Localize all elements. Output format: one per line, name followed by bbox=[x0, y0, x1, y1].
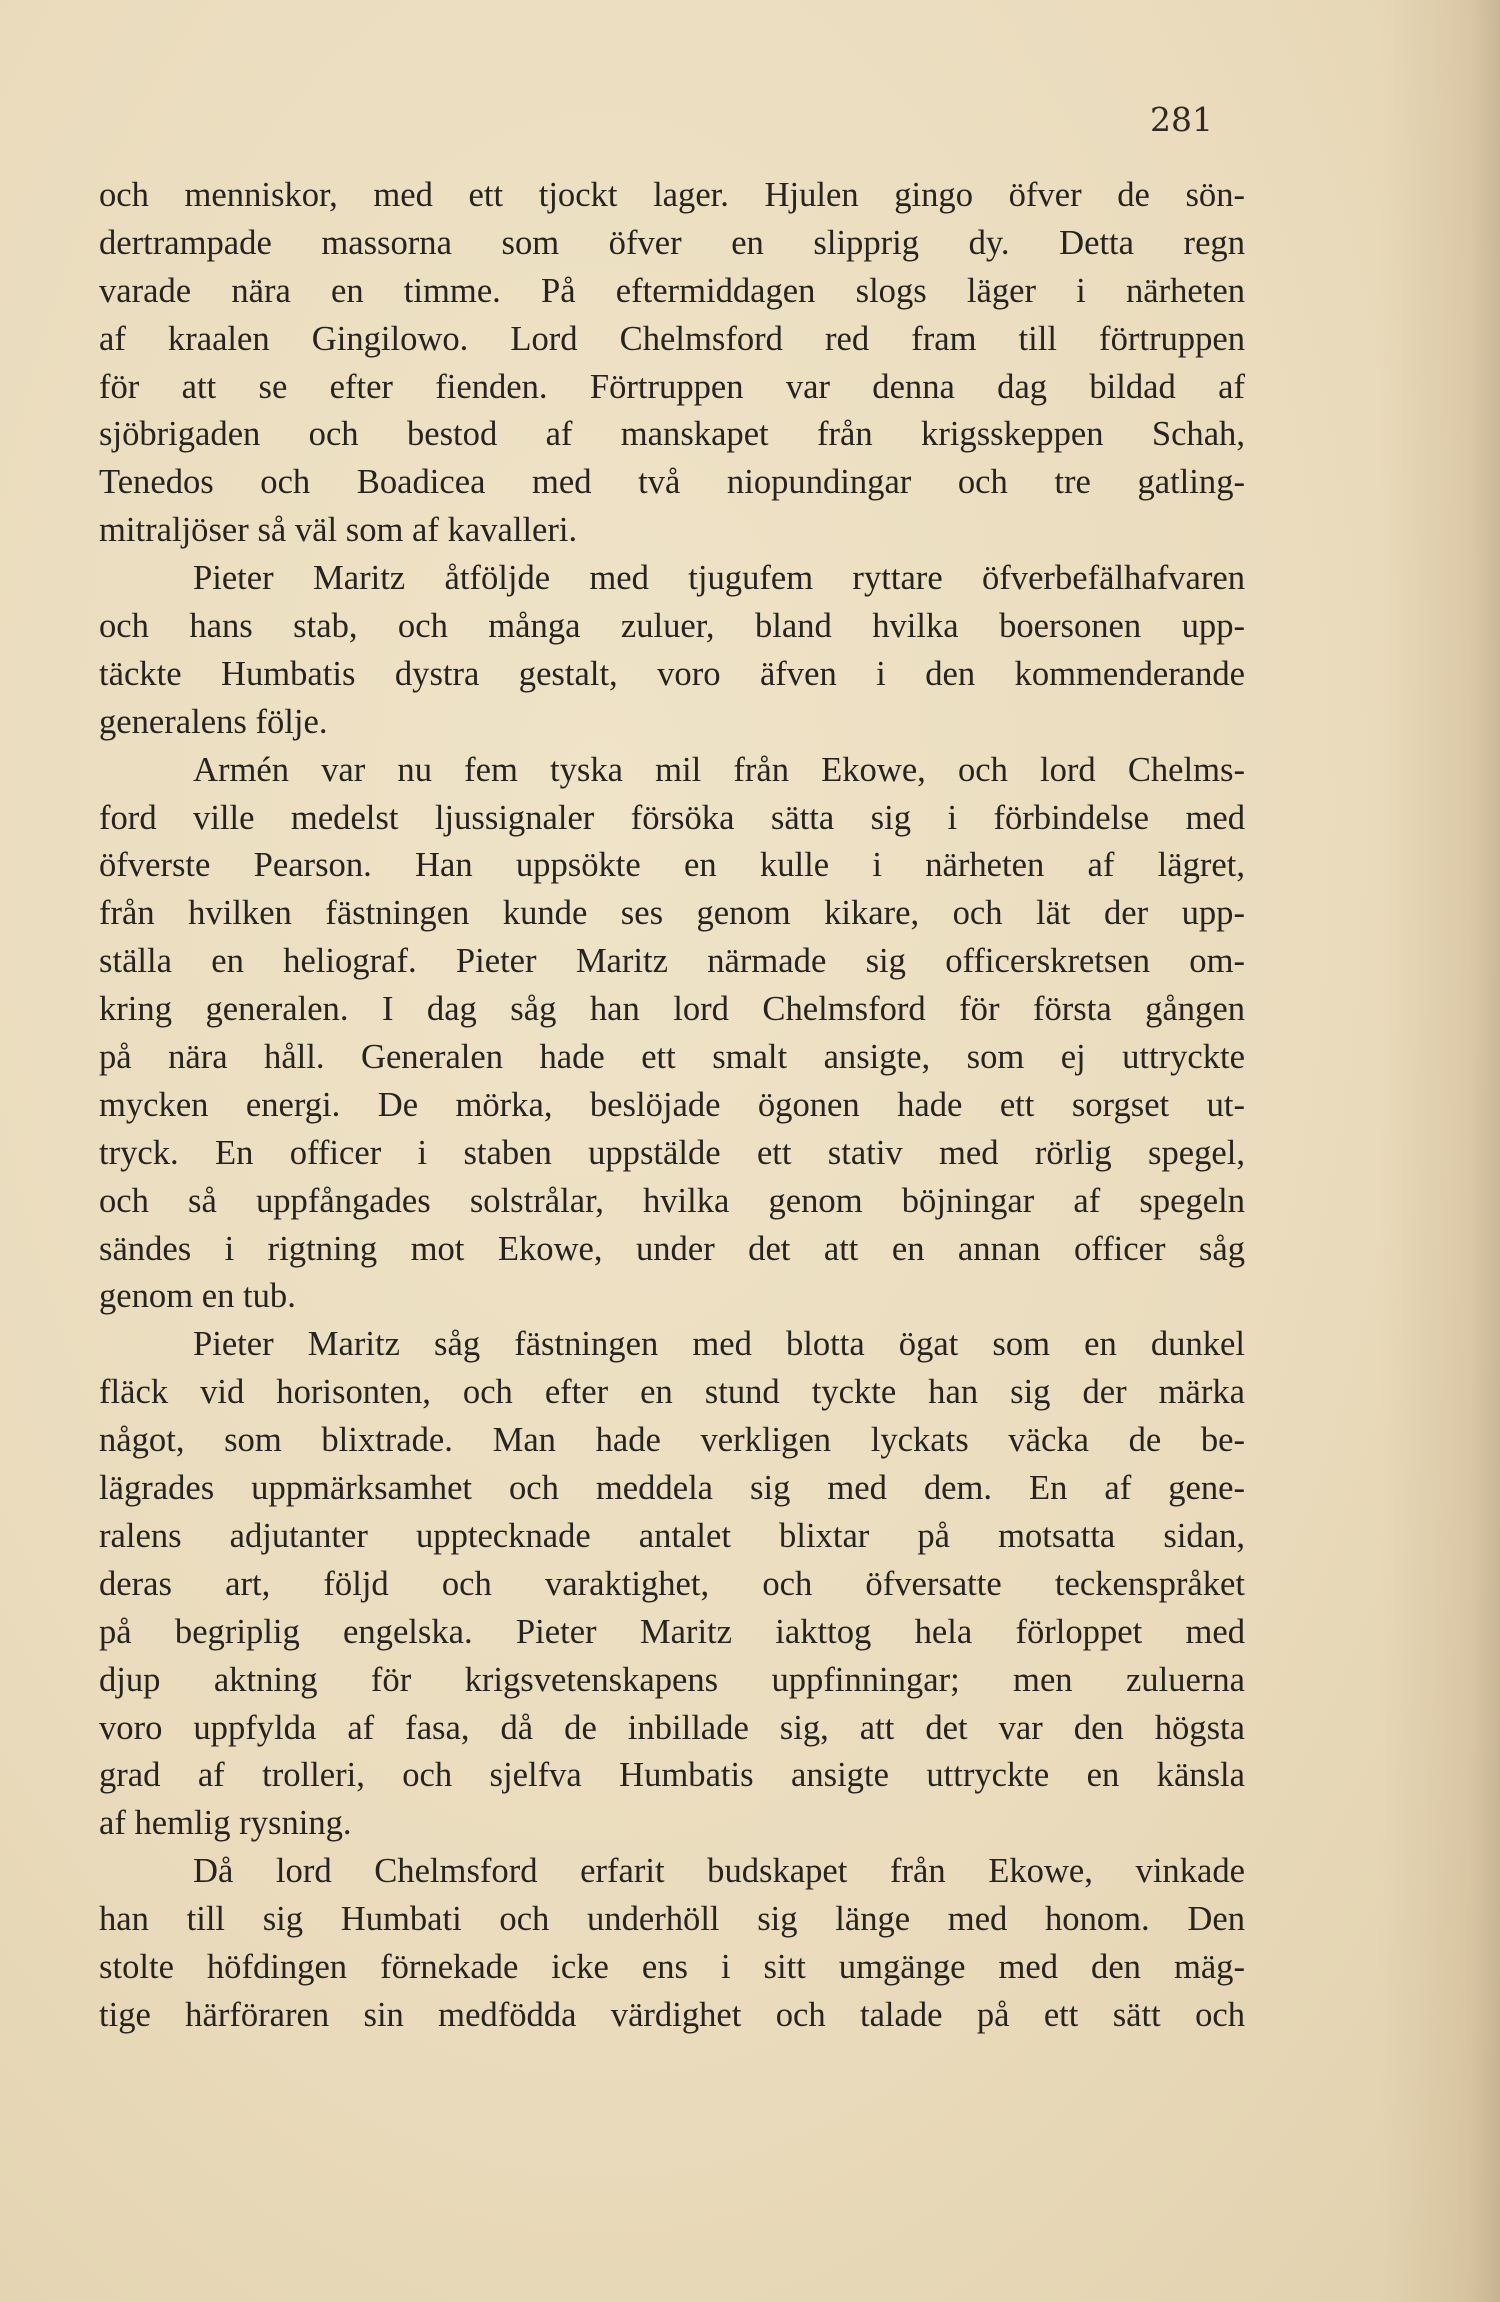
text-line: och menniskor, med ett tjockt lager. Hjulen gingo öfver de sön- bbox=[99, 176, 1245, 214]
text-line: och så uppfångades solstrålar, hvilka genom böjningar af spegeln bbox=[99, 1181, 1245, 1220]
text-line: genom en tub. bbox=[99, 1277, 296, 1316]
text-line: täckte Humbatis dystra gestalt, voro äfven i den kommenderande bbox=[99, 654, 1245, 693]
text-line: stolte höfdingen förnekade icke ens i sitt umgänge med den mäg- bbox=[99, 1947, 1245, 1986]
text-line: ford ville medelst ljussignaler försöka sätta sig i förbindelse med bbox=[99, 798, 1245, 837]
text-line: varade nära en timme. På eftermiddagen slogs läger i närheten bbox=[99, 271, 1245, 310]
text-line: han till sig Humbati och underhöll sig länge med honom. Den bbox=[99, 1900, 1245, 1939]
text-line: af hemlig rysning. bbox=[99, 1804, 352, 1843]
paragraph bbox=[99, 747, 1245, 1322]
paragraph bbox=[99, 172, 1245, 555]
text-line: på begriplig engelska. Pieter Maritz iakttog hela förloppet med bbox=[99, 1612, 1245, 1651]
text-line: för att se efter fienden. Förtruppen var denna dag bildad af bbox=[99, 367, 1245, 406]
text-line: Tenedos och Boadicea med två niopundingar och tre gatling- bbox=[99, 463, 1245, 502]
text-line: fläck vid horisonten, och efter en stund tyckte han sig der märka bbox=[99, 1373, 1245, 1412]
text-line: från hvilken fästningen kunde ses genom kikare, och lät der upp- bbox=[99, 894, 1245, 933]
text-line: kring generalen. I dag såg han lord Chelmsford för första gången bbox=[99, 990, 1245, 1029]
text-line: Pieter Maritz såg fästningen med blotta ögat som en dunkel bbox=[193, 1325, 1245, 1364]
page-number: 281 bbox=[1150, 100, 1213, 139]
text-line: ralens adjutanter upptecknade antalet blixtar på motsatta sidan, bbox=[99, 1516, 1245, 1555]
text-line: sändes i rigtning mot Ekowe, under det att en annan officer såg bbox=[99, 1229, 1245, 1268]
text-line: på nära håll. Generalen hade ett smalt ansigte, som ej uttryckte bbox=[99, 1038, 1245, 1077]
text-line: och hans stab, och många zuluer, bland hvilka boersonen upp- bbox=[99, 607, 1245, 646]
text-line: Armén var nu fem tyska mil från Ekowe, och lord Chelms- bbox=[193, 750, 1245, 789]
text-line: generalens följe. bbox=[99, 702, 328, 741]
text-line: af kraalen Gingilowo. Lord Chelmsford red fram till förtruppen bbox=[99, 319, 1245, 358]
text-line: tige härföraren sin medfödda värdighet och talade på ett sätt och bbox=[99, 1995, 1245, 2034]
text-line: lägrades uppmärksamhet och meddela sig med dem. En af gene- bbox=[99, 1469, 1245, 1508]
text-line: dertrampade massorna som öfver en slipprig dy. Detta regn bbox=[99, 223, 1245, 262]
text-line: mitraljöser så väl som af kavalleri. bbox=[99, 511, 578, 550]
text-line: deras art, följd och varaktighet, och öfversatte teckenspråket bbox=[99, 1564, 1245, 1603]
text-line: öfverste Pearson. Han uppsökte en kulle i närheten af lägret, bbox=[99, 846, 1245, 885]
paragraph bbox=[99, 1848, 1245, 2040]
paragraph bbox=[99, 1321, 1245, 1848]
body-text bbox=[99, 172, 1245, 2040]
text-line: tryck. En officer i staben uppstälde ett stativ med rörlig spegel, bbox=[99, 1133, 1245, 1172]
text-line: djup aktning för krigsvetenskapens uppfinningar; men zuluerna bbox=[99, 1660, 1245, 1699]
paragraph bbox=[99, 555, 1245, 747]
text-line: Pieter Maritz åtföljde med tjugufem ryttare öfverbefälhafvaren bbox=[193, 559, 1245, 598]
text-line: ställa en heliograf. Pieter Maritz närmade sig officerskretsen om- bbox=[99, 942, 1245, 981]
text-line: mycken energi. De mörka, beslöjade ögonen hade ett sorgset ut- bbox=[99, 1085, 1245, 1124]
text-line: grad af trolleri, och sjelfva Humbatis ansigte uttryckte en känsla bbox=[99, 1756, 1245, 1795]
text-line: sjöbrigaden och bestod af manskapet från krigsskeppen Schah, bbox=[99, 415, 1245, 454]
text-line: Då lord Chelmsford erfarit budskapet från Ekowe, vinkade bbox=[193, 1852, 1245, 1891]
text-line: något, som blixtrade. Man hade verkligen lyckats väcka de be- bbox=[99, 1421, 1245, 1460]
text-line: voro uppfylda af fasa, då de inbillade sig, att det var den högsta bbox=[99, 1708, 1245, 1747]
